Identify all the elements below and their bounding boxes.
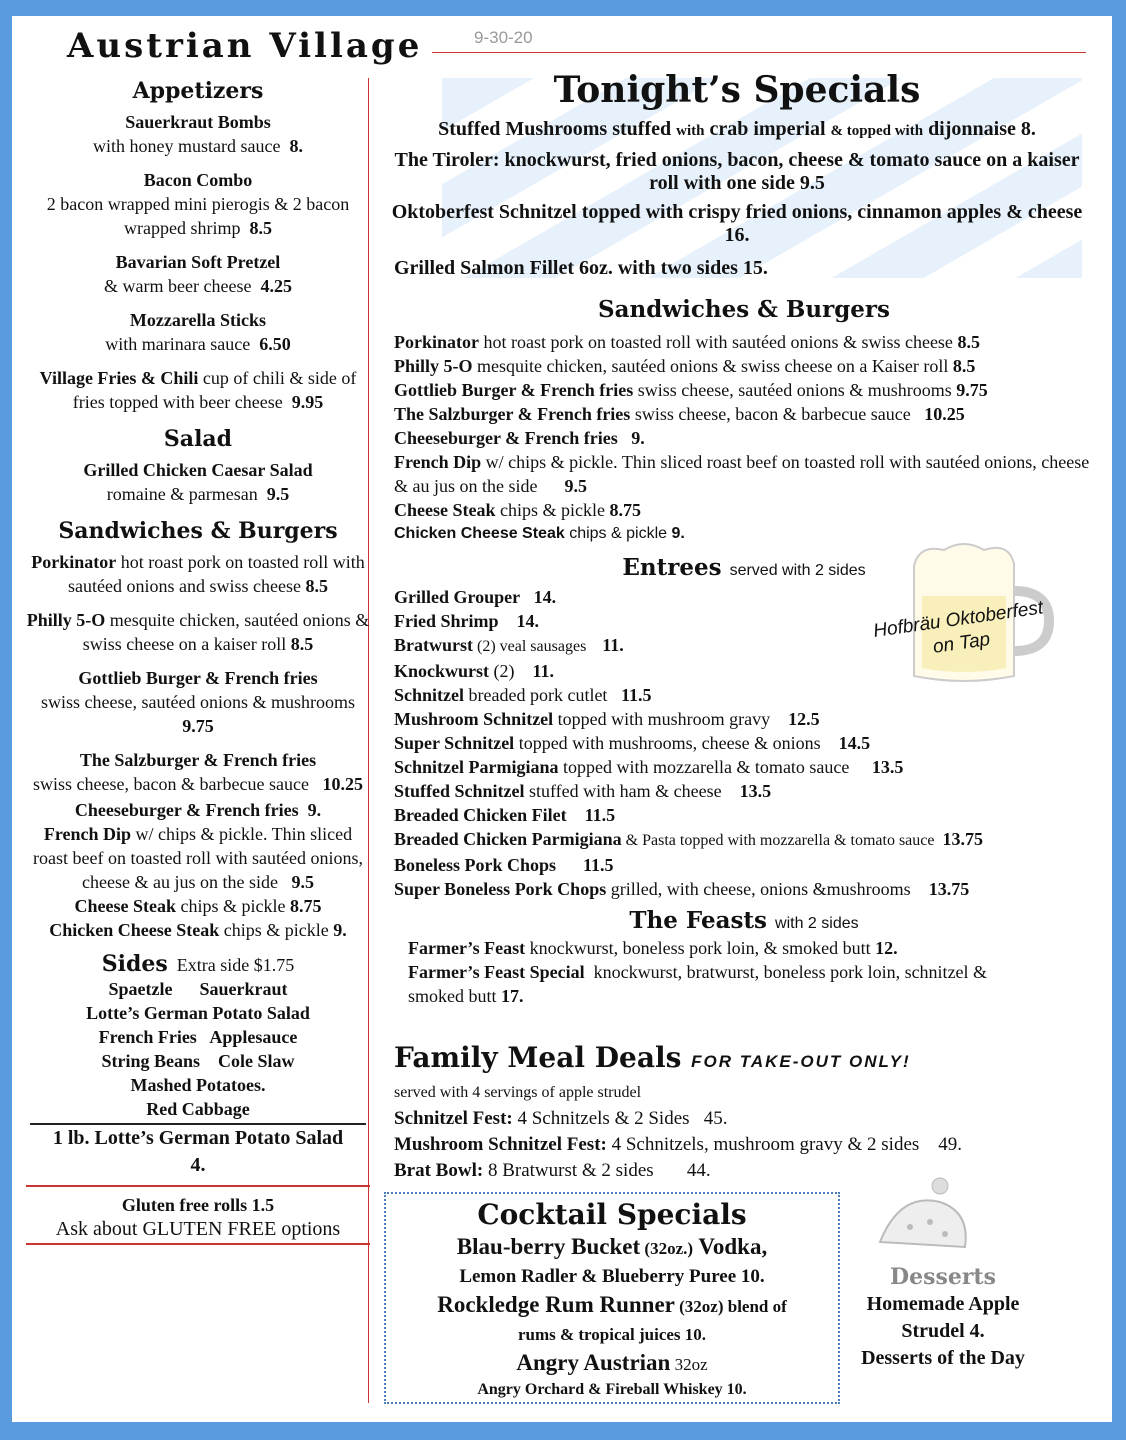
item-price: 8.75	[289, 896, 322, 916]
item-desc: w/ chips & pickle. Thin sliced roast beef on toasted roll with sautéed onions, cheese & au jus on the side	[33, 824, 363, 892]
item-name: Porkinator	[31, 552, 117, 572]
item-desc: & warm beer cheese	[104, 276, 252, 296]
item-name: Bavarian Soft Pretzel	[115, 252, 281, 272]
appetizer-item	[26, 168, 370, 240]
gluten-free-note: Ask about GLUTEN FREE options	[55, 1218, 341, 1240]
item-name: The Salzburger & French fries	[394, 404, 631, 424]
item-price: 13.5	[739, 781, 772, 801]
entrees-sub: served with 2 sides	[729, 562, 866, 579]
item-price: 9.5	[266, 484, 290, 504]
feast-row	[394, 960, 1008, 1008]
oktoberfest-tap-label: Hofbräu Oktoberfest on Tap	[872, 597, 1045, 658]
sides-row: Red Cabbage	[146, 1099, 250, 1119]
special-text: with	[676, 123, 705, 139]
dessert-item: Homemade Apple Strudel 4.	[866, 1293, 1020, 1342]
entree-row	[394, 683, 1094, 707]
item-name: Gottlieb Burger & French fries	[394, 380, 634, 400]
item-name: Mozzarella Sticks	[129, 310, 267, 330]
item-price: 11.5	[583, 855, 614, 875]
item-desc: mesquite chicken, sautéed onions & swiss cheese on a kaiser roll	[82, 610, 370, 654]
item-desc: 4 Schnitzels & 2 Sides 45.	[512, 1108, 728, 1129]
item-name: Super Schnitzel	[394, 733, 515, 753]
item-desc: knockwurst, boneless pork loin, & smoked butt	[525, 938, 876, 958]
potato-salad-special: 1 lb. Lotte’s German Potato Salad 4.	[52, 1127, 344, 1176]
item-price: 9.	[631, 428, 645, 448]
cocktail-desc: Vodka,	[693, 1234, 768, 1259]
specials-section	[382, 68, 1092, 280]
item-desc: chips & pickle	[223, 920, 329, 940]
sides-row: Spaetzle Sauerkraut	[108, 979, 288, 999]
feasts-heading-row	[394, 909, 1094, 936]
item-price: 11.	[532, 661, 555, 681]
cocktail-name: Rockledge Rum Runner	[437, 1292, 675, 1317]
item-price: 12.5	[788, 709, 820, 729]
entree-row	[394, 779, 1094, 803]
item-desc: stuffed with ham & cheese	[524, 781, 740, 801]
sides-section	[26, 952, 370, 1121]
cocktail-desc: rums & tropical juices 10.	[517, 1325, 707, 1344]
item-desc: hot roast pork on toasted roll with sautéed onions and swiss cheese	[68, 552, 365, 596]
item-name: Breaded Chicken Filet	[394, 805, 567, 825]
item-desc: romaine & parmesan	[106, 484, 258, 504]
item-name: Mushroom Schnitzel	[394, 709, 554, 729]
appetizer-item	[26, 250, 370, 298]
family-meal-section	[394, 1040, 1094, 1184]
sides-extra: Extra side $1.75	[176, 955, 295, 975]
appetizer-item	[26, 110, 370, 158]
family-note: served with 4 servings of apple strudel	[394, 1084, 642, 1101]
family-heading-row	[394, 1040, 1094, 1080]
item-price: 9.5	[291, 872, 314, 892]
item-name: Knockwurst	[394, 661, 490, 681]
sandwich-row	[394, 378, 1094, 402]
item-price: 9.	[671, 525, 685, 542]
special-item: Grilled Salmon Fillet 6oz. with two sides 15.	[394, 257, 768, 279]
item-desc: chips & pickle	[180, 896, 286, 916]
item-name: French Dip	[394, 452, 482, 472]
item-desc: & Pasta topped with mozzarella & tomato sauce	[621, 832, 943, 849]
item-name: Farmer’s Feast	[408, 938, 526, 958]
item-price: 9.95	[291, 392, 324, 412]
item-name: Chicken Cheese Steak	[49, 920, 220, 940]
cocktail-size: 32oz	[670, 1355, 708, 1374]
cocktail-item	[386, 1233, 838, 1263]
item-desc: hot roast pork on toasted roll with sautéed onions & swiss cheese	[479, 332, 958, 352]
appetizer-item	[26, 366, 370, 414]
salad-heading: Salad	[163, 426, 233, 452]
item-price: 10.25	[322, 774, 363, 794]
cocktail-item	[386, 1291, 838, 1321]
item-price: 8.	[289, 136, 303, 156]
item-desc: (2)	[489, 661, 533, 681]
desserts-heading: Desserts	[890, 1264, 996, 1290]
item-desc: topped with mushroom gravy	[553, 709, 789, 729]
item-name: Philly 5-O	[26, 610, 106, 630]
item-desc: knockwurst, bratwurst, boneless pork loin, schnitzel & smoked butt	[408, 962, 992, 1006]
family-row	[394, 1132, 1094, 1158]
item-name: Stuffed Schnitzel	[394, 781, 525, 801]
item-name: Chicken Cheese Steak	[394, 525, 565, 542]
item-desc: swiss cheese, bacon & barbecue sauce	[630, 404, 925, 424]
special-text: dijonnaise 8.	[923, 118, 1036, 140]
item-name: The Salzburger & French fries	[79, 750, 317, 770]
item-price: 8.5	[305, 576, 328, 596]
feasts-heading: The Feasts	[629, 907, 767, 934]
sandwich-item	[26, 666, 370, 738]
special-text: crab imperial	[704, 118, 831, 140]
item-name: Mushroom Schnitzel Fest:	[394, 1134, 607, 1155]
cocktail-specials-box	[384, 1192, 840, 1404]
menu-page	[12, 16, 1112, 1422]
cocktail-name: Angry Austrian	[516, 1350, 671, 1375]
sandwich-row	[394, 354, 1094, 378]
sides-row: String Beans Cole Slaw	[101, 1051, 295, 1071]
item-name: Super Boneless Pork Chops	[394, 879, 607, 899]
item-price: 6.50	[259, 334, 291, 354]
dessert-item: Desserts of the Day	[861, 1347, 1025, 1369]
sandwich-item	[26, 894, 370, 918]
item-desc	[499, 611, 517, 631]
desserts-section	[850, 1172, 1036, 1372]
item-desc: topped with mushrooms, cheese & onions	[514, 733, 839, 753]
item-desc	[520, 587, 534, 607]
special-item	[382, 118, 1092, 143]
sandwich-row	[394, 426, 1094, 450]
sandwich-item	[26, 550, 370, 598]
special-text: Stuffed Mushrooms stuffed	[438, 118, 677, 140]
item-price: 11.	[602, 635, 624, 655]
item-desc	[556, 855, 583, 875]
item-name: Fried Shrimp	[394, 611, 499, 631]
header-rule	[432, 52, 1086, 53]
item-name: Grilled Grouper	[394, 587, 521, 607]
item-desc: swiss cheese, sautéed onions & mushrooms	[41, 692, 355, 712]
item-name: Sauerkraut Bombs	[125, 112, 271, 132]
item-price: 8.5	[290, 634, 314, 654]
item-price: 8.75	[609, 500, 641, 520]
item-price: 17.	[501, 986, 524, 1006]
appetizers-heading: Appetizers	[132, 78, 264, 104]
sandwich-item	[26, 798, 370, 822]
item-price: 11.5	[620, 685, 652, 705]
item-name: Grilled Chicken Caesar Salad	[83, 460, 313, 480]
menu-date: 9-30-20	[474, 28, 533, 47]
sandwich-row	[394, 402, 1094, 426]
restaurant-title: Austrian Village	[67, 26, 423, 66]
cocktail-desc: Lemon Radler & Blueberry Puree 10.	[459, 1266, 765, 1287]
item-price: 8.5	[957, 332, 980, 352]
gluten-rule	[26, 1185, 370, 1187]
item-desc: mesquite chicken, sautéed onions & swiss cheese on a Kaiser roll	[472, 356, 953, 376]
item-desc: (2) veal sausages	[473, 638, 603, 655]
sandwich-row	[394, 450, 1094, 498]
gluten-free-rolls: Gluten free rolls 1.5	[121, 1195, 275, 1215]
item-name: Schnitzel Fest:	[394, 1108, 513, 1129]
sandwiches-heading-left: Sandwiches & Burgers	[58, 518, 338, 544]
special-text: & topped with	[830, 123, 924, 139]
item-price: 14.	[533, 587, 557, 607]
item-price: 4.25	[260, 276, 292, 296]
cocktail-name: Blau-berry Bucket	[456, 1234, 641, 1259]
sandwich-row	[394, 330, 1094, 354]
appetizer-item	[26, 308, 370, 356]
sandwiches-heading-right: Sandwiches & Burgers	[597, 296, 890, 323]
item-name: Farmer’s Feast Special	[408, 962, 585, 982]
item-name: Cheese Steak	[74, 896, 176, 916]
item-price: 13.5	[871, 757, 904, 777]
feast-row	[394, 936, 1094, 960]
item-name: Philly 5-O	[394, 356, 473, 376]
cocktail-desc: Angry Orchard & Fireball Whiskey 10.	[477, 1381, 747, 1398]
cocktail-size: (32oz)	[674, 1297, 724, 1316]
item-price: 9.	[333, 920, 347, 940]
item-price: 14.	[516, 611, 540, 631]
item-desc: swiss cheese, bacon & barbecue sauce	[33, 774, 309, 794]
family-row	[394, 1106, 1094, 1132]
cocktail-heading: Cocktail Specials	[477, 1198, 747, 1231]
special-item: The Tiroler: knockwurst, fried onions, bacon, cheese & tomato sauce on a kaiser roll with one side 9.5	[394, 149, 1080, 194]
sides-heading: Sides	[101, 951, 168, 977]
item-price: 8.5	[952, 356, 976, 376]
specials-heading: Tonight’s Specials	[553, 69, 921, 111]
item-desc	[618, 428, 632, 448]
item-price: 12.	[875, 938, 898, 958]
item-price: 13.75	[942, 829, 983, 849]
entree-row	[394, 707, 1094, 731]
item-price: 9.	[307, 800, 322, 820]
item-name: Bratwurst	[394, 635, 473, 655]
entree-row	[394, 803, 1094, 827]
item-name: Bacon Combo	[143, 170, 253, 190]
item-price: 9.5	[564, 476, 587, 496]
item-desc: chips & pickle	[495, 500, 610, 520]
item-desc: w/ chips & pickle. Thin sliced roast beef on toasted roll with sautéed onions, cheese & au jus on the side	[394, 452, 1094, 496]
entree-row	[394, 755, 1094, 779]
sandwich-item	[26, 748, 370, 796]
item-desc: chips & pickle	[564, 525, 672, 542]
sandwich-item	[26, 608, 370, 656]
sandwich-item	[26, 822, 370, 894]
item-desc: with honey mustard sauce	[93, 136, 281, 156]
item-desc: with marinara sauce	[105, 334, 251, 354]
entree-row	[394, 877, 1094, 901]
item-name: Breaded Chicken Parmigiana	[394, 829, 622, 849]
item-name: Porkinator	[394, 332, 479, 352]
special-item: Oktoberfest Schnitzel topped with crispy fried onions, cinnamon apples & cheese 16.	[391, 201, 1083, 246]
entrees-heading: Entrees	[622, 554, 722, 581]
item-name: Village Fries & Chili	[39, 368, 199, 388]
sandwich-item	[26, 918, 370, 942]
item-desc: 4 Schnitzels, mushroom gravy & 2 sides 49.	[606, 1134, 963, 1155]
item-price: 10.25	[924, 404, 965, 424]
sandwich-row	[394, 498, 1094, 522]
item-name: Cheese Steak	[394, 500, 496, 520]
bottom-rule	[26, 1243, 370, 1245]
item-desc: topped with mozzarella & tomato sauce	[558, 757, 872, 777]
item-price: 11.5	[584, 805, 616, 825]
sides-row: French Fries Applesauce	[98, 1027, 298, 1047]
item-price: 14.5	[838, 733, 871, 753]
item-name: French Dip	[43, 824, 132, 844]
item-price: 8.5	[249, 218, 272, 238]
item-desc: grilled, with cheese, onions &mushrooms	[606, 879, 929, 899]
item-name: Schnitzel Parmigiana	[394, 757, 559, 777]
sides-row: Mashed Potatoes.	[130, 1075, 266, 1095]
entree-row	[394, 731, 1094, 755]
item-name: Boneless Pork Chops	[394, 855, 557, 875]
entree-row	[394, 853, 1094, 877]
item-name: Cheeseburger & French fries	[74, 800, 299, 820]
entree-row	[394, 827, 1094, 853]
item-price: 9.75	[182, 716, 214, 736]
item-name: Brat Bowl:	[394, 1160, 484, 1181]
item-desc: 8 Bratwurst & 2 sides 44.	[483, 1160, 711, 1181]
item-price: 13.75	[928, 879, 970, 899]
item-desc	[567, 805, 585, 825]
cocktail-size: (32oz.)	[640, 1239, 694, 1258]
item-desc: 2 bacon wrapped mini pierogis & 2 bacon wrapped shrimp	[46, 194, 350, 238]
left-column	[26, 76, 370, 1251]
item-price: 9.75	[956, 380, 988, 400]
item-name: Cheeseburger & French fries	[394, 428, 618, 448]
item-desc: swiss cheese, sautéed onions & mushrooms	[633, 380, 957, 400]
cocktail-desc: blend of	[723, 1297, 787, 1316]
takeout-note: FOR TAKE-OUT ONLY!	[691, 1052, 911, 1071]
item-name: Gottlieb Burger & French fries	[78, 668, 318, 688]
item-name: Schnitzel	[394, 685, 464, 705]
sides-row: Lotte’s German Potato Salad	[86, 1003, 310, 1023]
cocktail-item	[386, 1349, 838, 1379]
feasts-sub: with 2 sides	[775, 915, 859, 932]
item-desc: cup of chili & side of fries topped with beer cheese	[72, 368, 357, 412]
salad-item	[26, 458, 370, 506]
family-heading: Family Meal Deals	[394, 1041, 682, 1074]
item-desc: breaded pork cutlet	[464, 685, 621, 705]
